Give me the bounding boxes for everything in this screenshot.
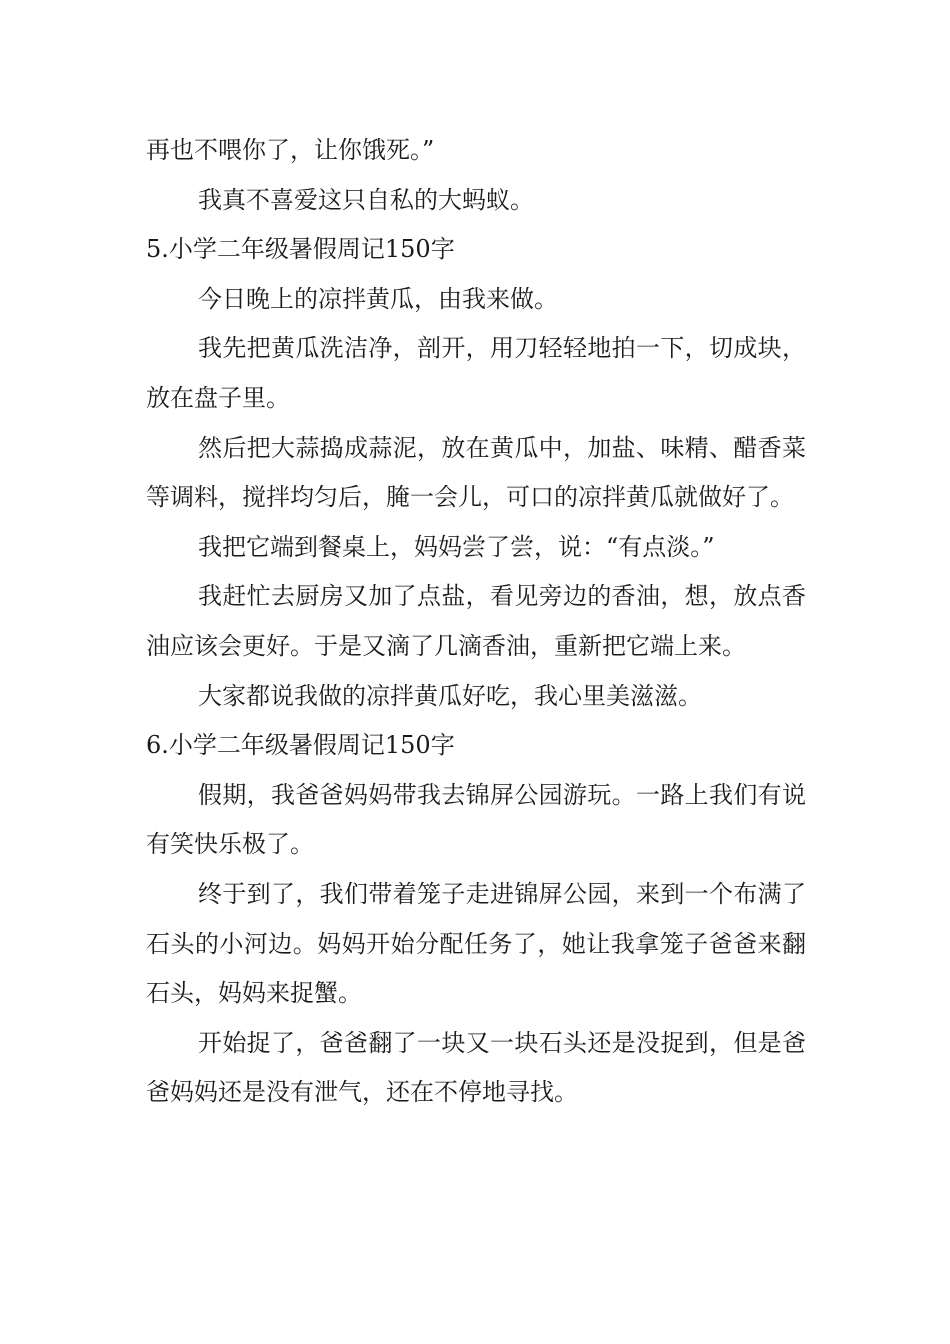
paragraph: 我把它端到餐桌上，妈妈尝了尝，说：“有点淡。” — [198, 532, 715, 561]
section-heading: 6.小学二年级暑假周记150字 — [146, 731, 455, 760]
paragraph: 我先把黄瓜洗洁净，剖开，用刀轻轻地拍一下，切成块，放在盘子里。 — [146, 334, 806, 412]
paragraph: 我赶忙去厨房又加了点盐，看见旁边的香油，想，放点香油应该会更好。于是又滴了几滴香油，重新把它端上来。 — [146, 582, 806, 660]
paragraph: 我真不喜爱这只自私的大蚂蚁。 — [198, 185, 534, 214]
paragraph: 大家都说我做的凉拌黄瓜好吃，我心里美滋滋。 — [198, 681, 702, 710]
paragraph: 今日晚上的凉拌黄瓜，由我来做。 — [198, 284, 558, 313]
paragraph: 然后把大蒜捣成蒜泥，放在黄瓜中，加盐、味精、醋香菜等调料，搅拌均匀后，腌一会儿，可口的凉拌黄瓜就做好了。 — [146, 433, 806, 512]
paragraph: 开始捉了，爸爸翻了一块又一块石头还是没捉到，但是爸爸妈妈还是没有泄气，还在不停地寻找。 — [146, 1028, 806, 1107]
document-body — [146, 126, 806, 1118]
paragraph: 假期，我爸爸妈妈带我去锦屏公园游玩。一路上我们有说有笑快乐极了。 — [146, 780, 806, 859]
section-heading: 5.小学二年级暑假周记150字 — [146, 235, 455, 264]
paragraph: 再也不喂你了，让你饿死。” — [146, 136, 435, 164]
paragraph: 终于到了，我们带着笼子走进锦屏公园，来到一个布满了石头的小河边。妈妈开始分配任务了，她让我拿笼子爸爸来翻石头，妈妈来捉蟹。 — [146, 879, 806, 1008]
